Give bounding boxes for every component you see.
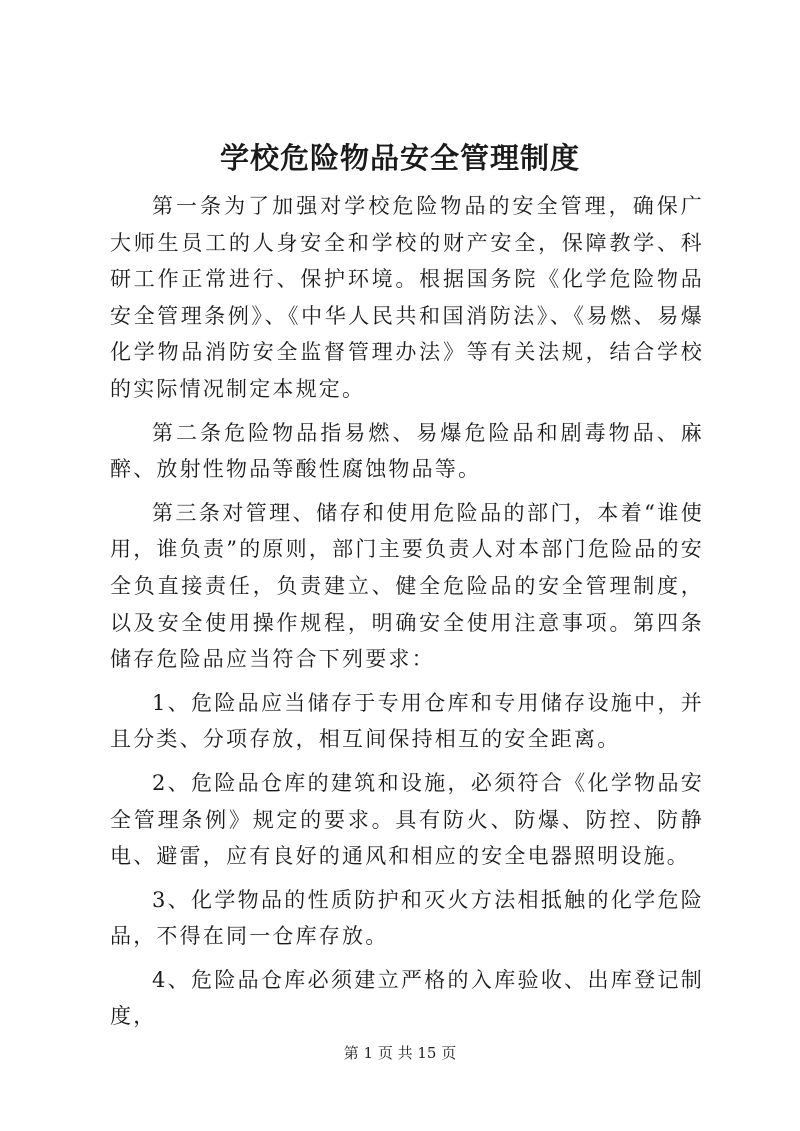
paragraph-article-3-4: 第三条对管理、储存和使用危险品的部门，本着“谁使用，谁负责”的原则，部门主要负责人对本部门危险品的安全负直接责任，负责建立、健全危险品的安全管理制度，以及安全使用操作规程，明确安全使用注意事项。第四条储存危险品应当符合下列要求： <box>110 500 704 672</box>
paragraph-article-2: 第二条危险物品指易燃、易爆危险品和剧毒物品、麻醉、放射性物品等酸性腐蚀物品等。 <box>110 420 704 482</box>
paragraph-item-4: 4、危险品仓库必须建立严格的入库验收、出库登记制度， <box>110 967 704 1029</box>
document-title: 学校危险物品安全管理制度 <box>219 141 580 175</box>
paragraph-item-1: 1、危险品应当储存于专用仓库和专用储存设施中，并且分类、分项存放，相互间保持相互的安全距离。 <box>110 690 704 752</box>
document-body <box>110 188 704 1042</box>
paragraph-article-1: 第一条为了加强对学校危险物品的安全管理，确保广大师生员工的人身安全和学校的财产安全，保障教学、科研工作正常进行、保护环境。根据国务院《化学危险物品安全管理条例》、《中华人民共和国消防法》、《易燃、易爆化学物品消防安全监督管理办法》等有关法规，结合学校的实际情况制定本规定。 <box>110 194 704 401</box>
page-footer: 第 1 页 共 15 页 <box>343 1044 457 1062</box>
paragraph-item-2: 2、危险品仓库的建筑和设施，必须符合《化学物品安全管理条例》规定的要求。具有防火、防爆、防控、防静电、避雷，应有良好的通风和相应的安全电器照明设施。 <box>110 770 704 869</box>
paragraph-item-3: 3、化学物品的性质防护和灭火方法相抵触的化学危险品，不得在同一仓库存放。 <box>110 887 704 949</box>
